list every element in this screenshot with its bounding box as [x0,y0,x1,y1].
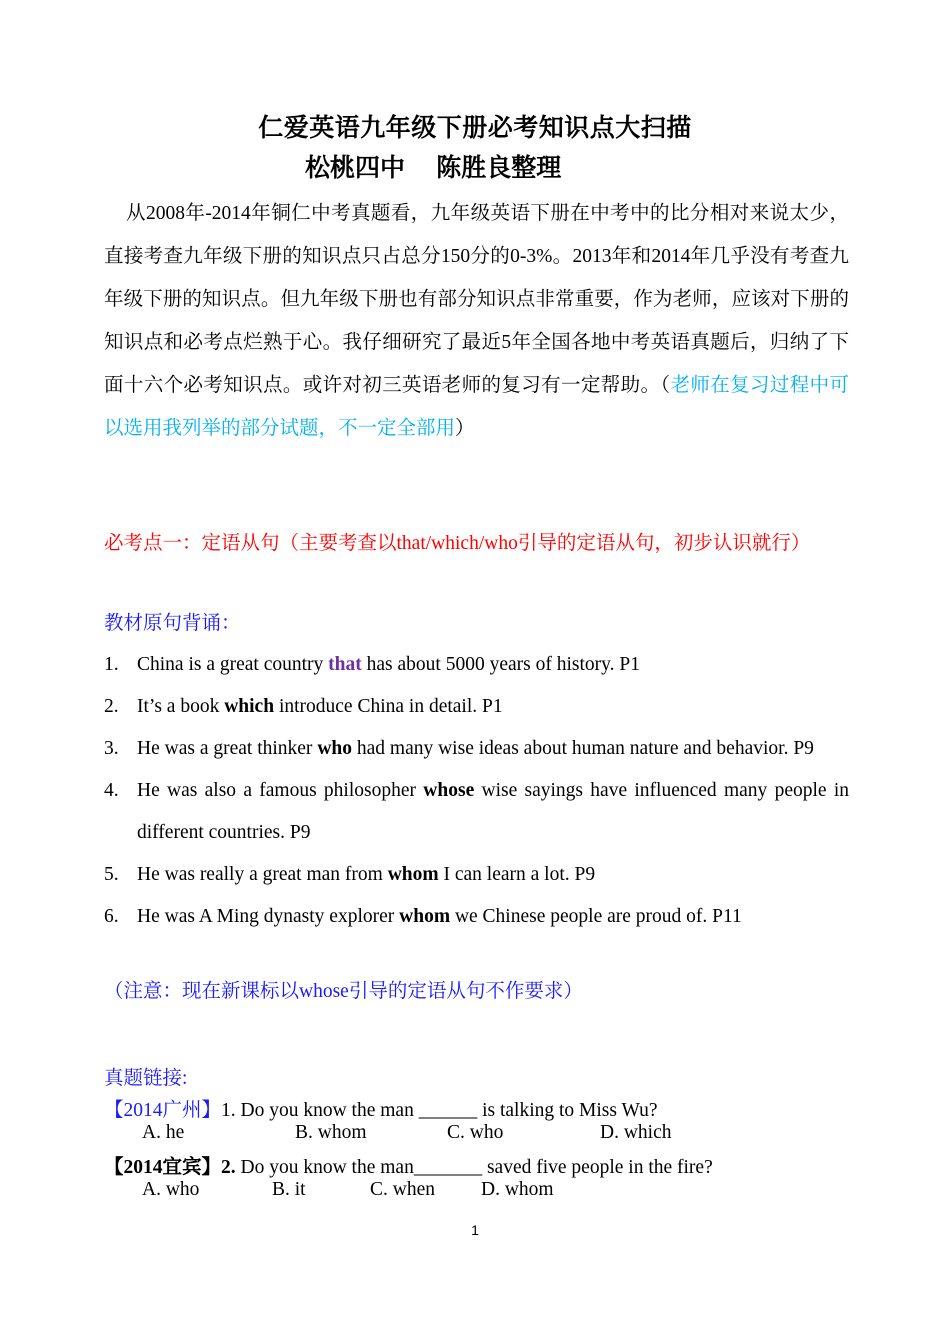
document-title: 仁爱英语九年级下册必考知识点大扫描 [258,115,692,142]
list-item [104,686,849,728]
document-subtitle: 松桃四中 陈胜良整理 [305,155,562,182]
sentence-text: had many wise ideas about human nature and behavior. P9 [352,738,814,759]
option-d: D. which [600,1122,672,1143]
option-d: D. whom [481,1179,554,1200]
sentence-text: has about 5000 years of history. P1 [361,654,640,675]
question-text: Do you know the man____ [235,1157,453,1178]
item-number: 2. [104,696,119,717]
item-number: 4. [104,780,119,801]
sentence-text: I can learn a lot. P9 [438,864,596,885]
real-exam-heading: 真题链接: [104,1068,188,1089]
list-item [104,644,849,686]
intro-close-paren: ） [455,418,475,439]
question-source-tag: 【2014广州】 [104,1100,222,1121]
relative-pronoun: who [317,738,352,759]
sentence-text: It’s a book [137,696,225,717]
option-b: B. whom [295,1122,367,1143]
option-c: C. when [370,1179,435,1200]
keypoint-heading: 必考点一：定语从句（主要考查以that/which/who引导的定语从句，初步认识就行） [104,533,811,554]
sentence-text: He was A Ming dynasty explorer [137,906,400,927]
item-number: 5. [104,864,119,885]
sentence-text: wise sayings have influenced many people in different countries. P9 [137,780,849,843]
option-a: A. who [142,1179,200,1200]
question-text: 1. Do you know the man ______ is talking to Miss Wu? [221,1100,658,1121]
whose-note: （注意：现在新课标以whose引导的定语从句不作要求） [104,981,583,1002]
question-text-end: ___ saved five people in the fire? [452,1157,713,1178]
exam-question-1 [104,1094,658,1122]
option-b: B. it [272,1179,306,1200]
sentence-text: introduce China in detail. P1 [274,696,503,717]
item-number: 1. [104,654,119,675]
relative-pronoun: whom [387,864,439,885]
relative-pronoun: that [328,654,362,675]
relative-pronoun: which [224,696,275,717]
sentence-text: He was really a great man from [137,864,388,885]
question-number: 2. [221,1157,236,1178]
sentence-text: China is a great country [137,654,329,675]
list-item [104,770,849,854]
option-c: C. who [447,1122,504,1143]
intro-teacher-note: 老师在复习过程中可以选用我列举的部分试题，不一定全部用 [104,375,849,439]
sentence-text: He was also a famous philosopher [137,780,424,801]
relative-pronoun: whom [399,906,451,927]
relative-pronoun: whose [423,780,475,801]
exam-question-2 [104,1151,713,1179]
question-source-tag: 【2014宜宾】 [104,1157,222,1178]
recite-heading: 教材原句背诵： [104,613,241,634]
intro-paragraph [104,192,849,450]
sentence-text: He was a great thinker [137,738,318,759]
item-number: 6. [104,906,119,927]
list-item [104,854,849,896]
list-item [104,728,849,770]
list-item [104,896,849,938]
item-number: 3. [104,738,119,759]
intro-main-text: 从2008年-2014年铜仁中考真题看，九年级英语下册在中考中的比分相对来说太少，直接考查九年级下册的知识点只占总分150分的0-3%。2013年和2014年几乎没有考查九年级下册的知识点。但九年级下册也有部分知识点非常重要，作为老师，应该对下册的知识点和必考点烂熟于心。我仔细研究了最近5年全国各地中考英语真题后，归纳了下面十六个必考知识点。或许对初三英语老师的复习有一定帮助。（ [104,203,849,396]
sentence-list [104,644,849,938]
option-a: A. he [142,1122,185,1143]
sentence-text: we Chinese people are proud of. P11 [450,906,742,927]
page-number: 1 [471,1222,479,1238]
